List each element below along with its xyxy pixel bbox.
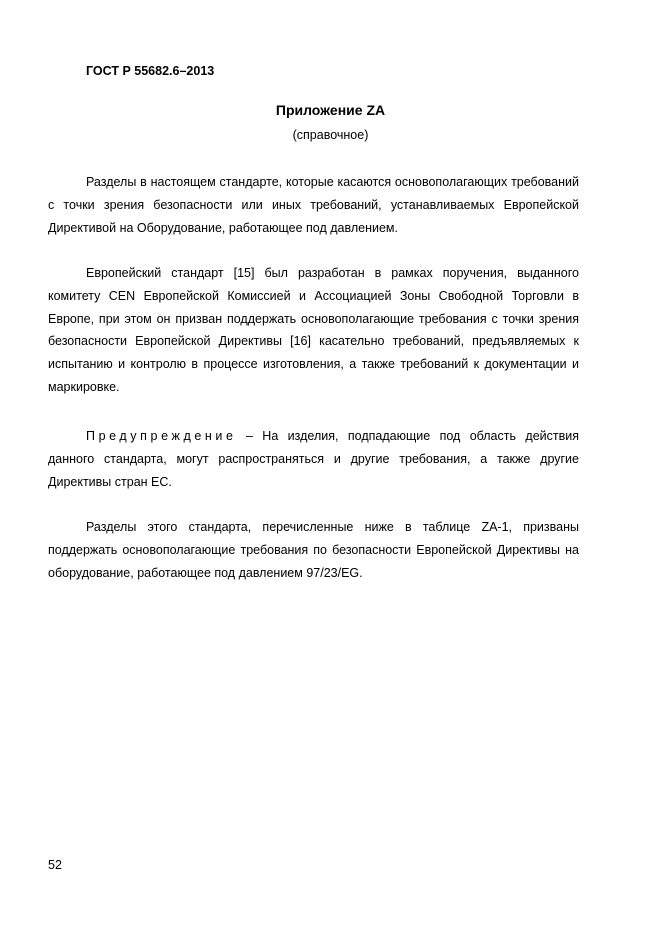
appendix-subtitle: (справочное) <box>292 128 369 142</box>
paragraph-warning <box>48 425 579 493</box>
paragraph-1: Разделы в настоящем стандарте, которые касаются основополагающих требований с точки зрения безопасности или иных требований, устанавливаемых Европейской Директивой на Оборудование, работающее под давлением. <box>48 175 579 235</box>
paragraph-2: Европейский стандарт [15] был разработан в рамках поручения, выданного комитету CEN Европейской Комиссией и Ассоциацией Зоны Свободной Торговли в Европе, при этом он призван поддержать основополагающие требования с точки зрения безопасности Европейской Директивы [16] касательно требований, предъявляемых к испытанию и контролю в процессе изготовления, а также требований к документации и маркировке. <box>48 266 579 394</box>
warning-label: Предупреждение <box>86 429 237 443</box>
document-header: ГОСТ Р 55682.6–2013 <box>86 64 215 78</box>
appendix-title: Приложение ZA <box>275 102 386 118</box>
warning-text: – На изделия, подпадающие под область действия данного стандарта, могут распространяться и другие требования, а также другие Директивы стран ЕС. <box>48 429 579 489</box>
page-number: 52 <box>48 858 62 872</box>
paragraph-4: Разделы этого стандарта, перечисленные ниже в таблице ZA-1, призваны поддержать основополагающие требования по безопасности Европейской Директивы на оборудование, работающее под давлением 97/23/EG. <box>48 520 579 580</box>
